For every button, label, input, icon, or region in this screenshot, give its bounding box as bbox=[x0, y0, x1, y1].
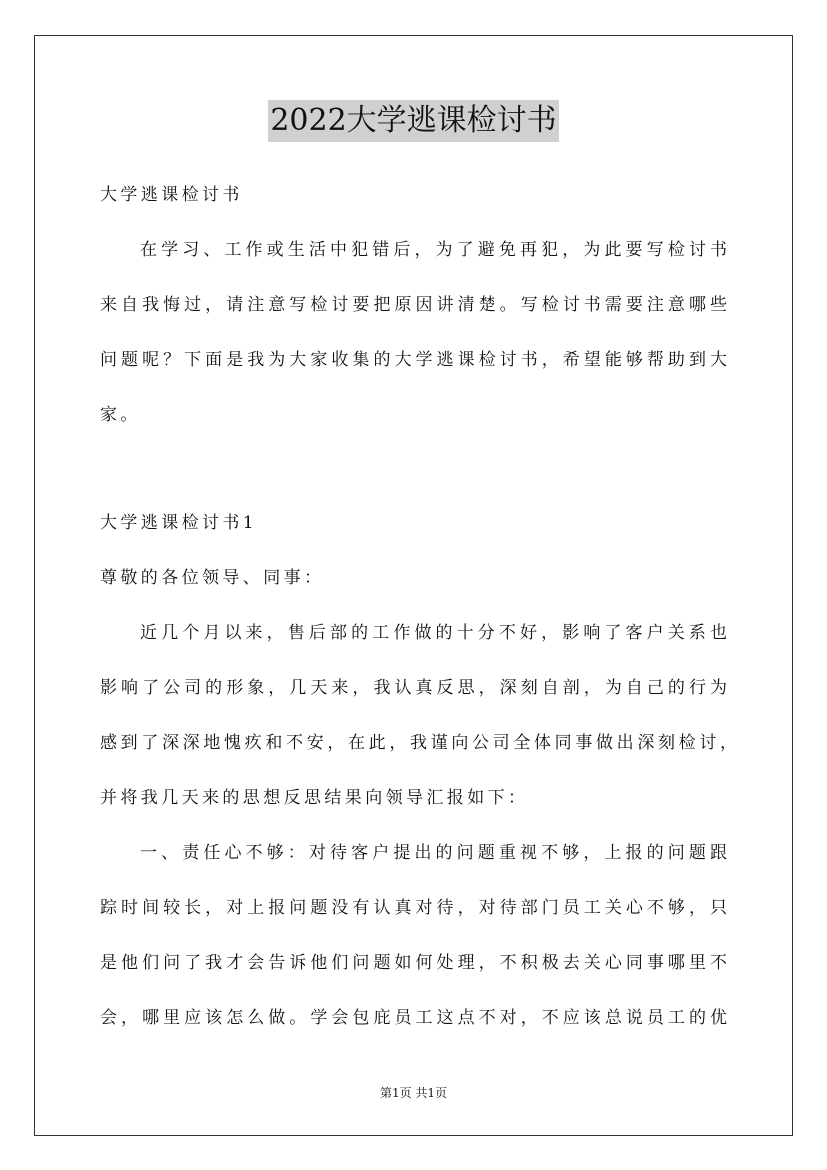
intro-line: 家。 bbox=[100, 405, 141, 425]
document-title: 2022大学逃课检讨书 bbox=[268, 100, 558, 142]
body-line: 一、责任心不够：对待客户提出的问题重视不够，上报的问题跟 bbox=[140, 843, 727, 863]
intro-line: 在学习、工作或生活中犯错后，为了避免再犯，为此要写检讨书 bbox=[140, 240, 727, 260]
body-line: 并将我几天来的思想反思结果向领导汇报如下： bbox=[100, 788, 529, 808]
body-line: 是他们问了我才会告诉他们问题如何处理，不积极去关心同事哪里不 bbox=[100, 953, 727, 973]
page-footer: 第1页 共1页 bbox=[379, 1086, 448, 1100]
intro-line: 问题呢？下面是我为大家收集的大学逃课检讨书，希望能够帮助到大 bbox=[100, 350, 727, 370]
salutation: 尊敬的各位领导、同事： bbox=[100, 568, 325, 588]
document-subtitle: 大学逃课检讨书 bbox=[100, 185, 243, 205]
body-line: 感到了深深地愧疚和不安，在此，我谨向公司全体同事做出深刻检讨， bbox=[100, 733, 737, 753]
body-line: 会，哪里应该怎么做。学会包庇员工这点不对，不应该总说员工的优 bbox=[100, 1008, 727, 1028]
body-line: 影响了公司的形象，几天来，我认真反思，深刻自剖，为自己的行为 bbox=[100, 678, 727, 698]
section-title: 大学逃课检讨书1 bbox=[100, 513, 258, 533]
intro-line: 来自我悔过，请注意写检讨要把原因讲清楚。写检讨书需要注意哪些 bbox=[100, 295, 727, 315]
body-line: 踪时间较长，对上报问题没有认真对待，对待部门员工关心不够，只 bbox=[100, 898, 727, 918]
body-line: 近几个月以来，售后部的工作做的十分不好，影响了客户关系也 bbox=[140, 623, 727, 643]
